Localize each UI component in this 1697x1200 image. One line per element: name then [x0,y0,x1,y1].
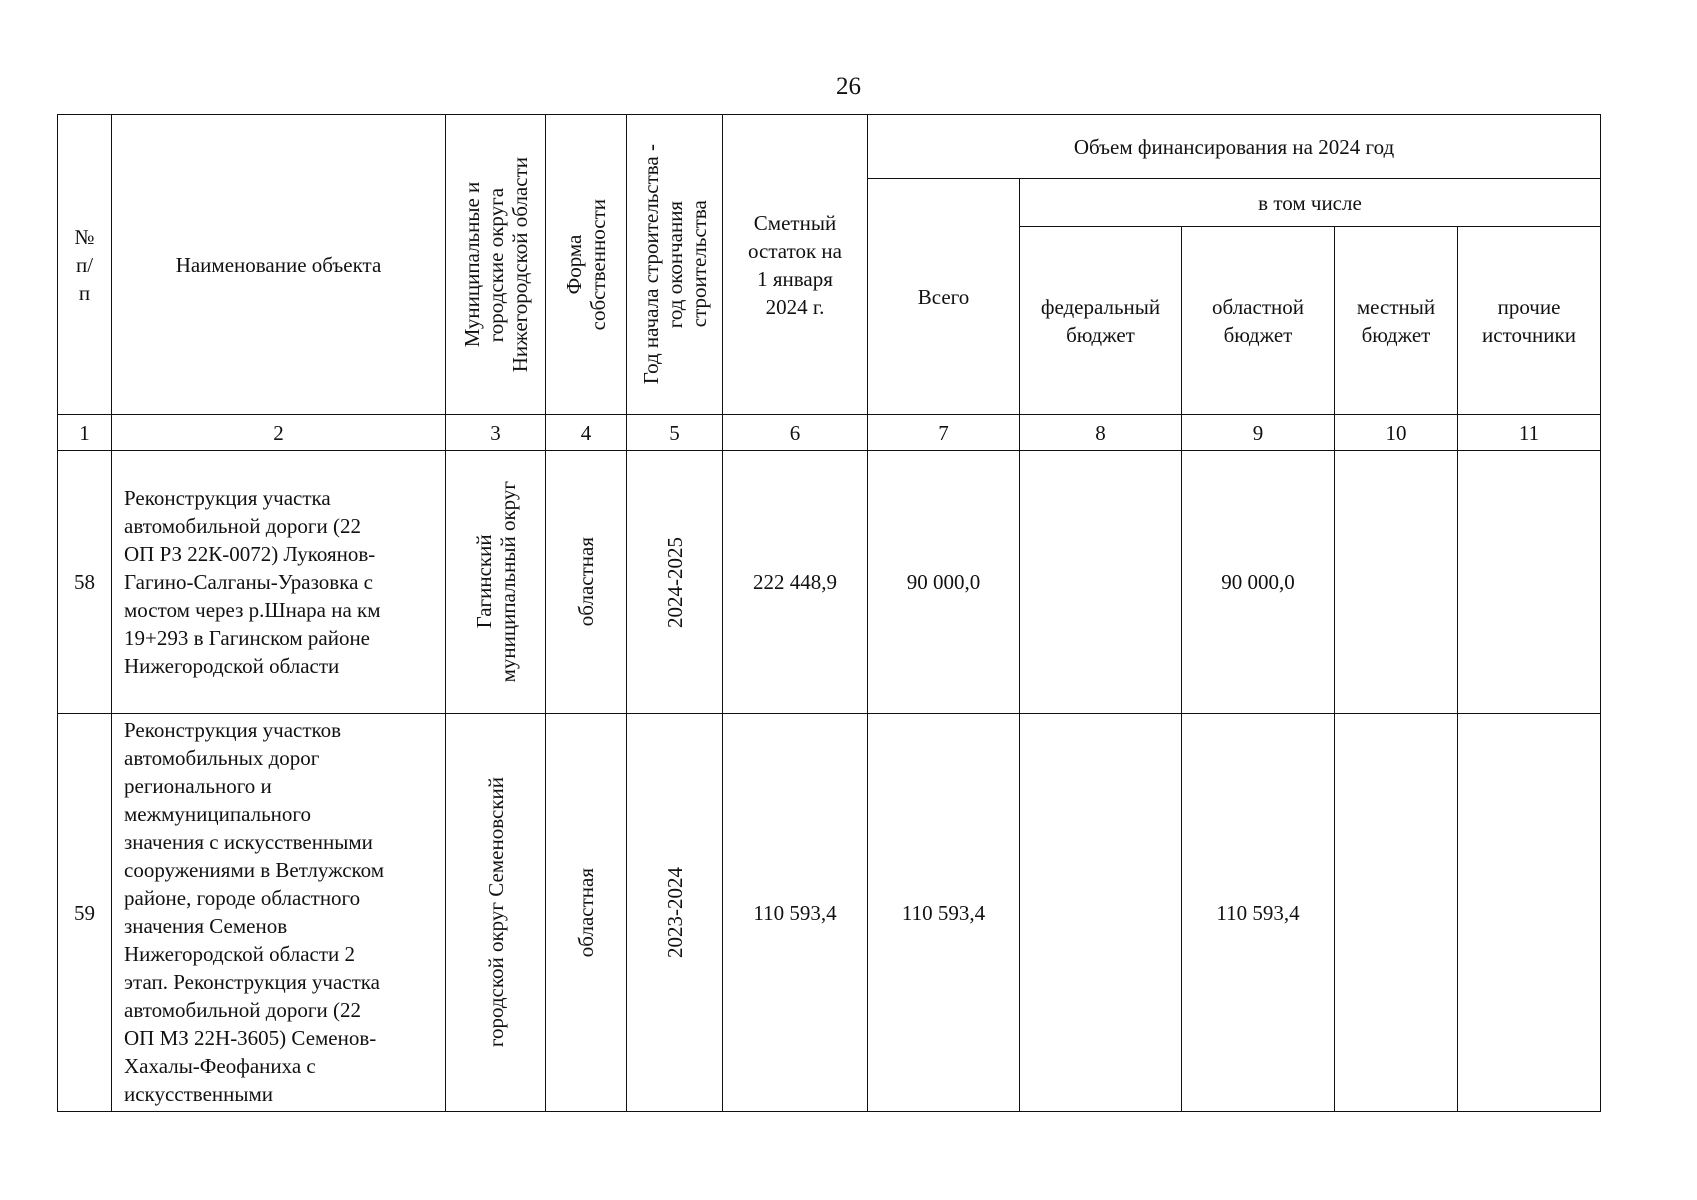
header-total: Всего [868,179,1020,415]
other-value [1458,451,1601,714]
local-value [1335,451,1458,714]
column-number: 7 [868,415,1020,451]
header-local: местный бюджет [1335,227,1458,415]
header-including: в том числе [1020,179,1601,227]
header-estimate: Сметный остаток на 1 января 2024 г. [723,115,868,415]
page-number: 26 [836,73,861,100]
years-text: 2024-2025 [662,536,687,628]
header-years-text: Год начала строительства - год окончания строительства [638,144,711,385]
ownership-cell [546,451,627,714]
municipal-cell [446,714,546,1112]
column-number: 6 [723,415,868,451]
table-row [58,451,1601,714]
other-value [1458,714,1601,1112]
object-name: Реконструкция участков автомобильных дорог регионального и межмуниципального значения с искусственными сооружениями в Ветлужском районе, городе областного значения Семенов Нижегородской области 2 этап. Реконструкция участка автомобильной дороги (22 ОП МЗ 22Н-3605) Семенов- Хахалы-Феофаниха с искусственными [112,714,446,1112]
header-federal: федеральный бюджет [1020,227,1182,415]
regional-value: 90 000,0 [1182,451,1335,714]
header-municipal [446,115,546,415]
row-num: 58 [58,451,112,714]
column-number: 9 [1182,415,1335,451]
column-number: 10 [1335,415,1458,451]
header-regional: областной бюджет [1182,227,1335,415]
header-ownership [546,115,627,415]
header-name: Наименование объекта [112,115,446,415]
column-number: 11 [1458,415,1601,451]
municipal-cell [446,451,546,714]
object-name: Реконструкция участка автомобильной дороги (22 ОП РЗ 22К-0072) Лукоянов- Гагино-Салганы-Уразовка с мостом через р.Шнара на км 19+293 в Гагинском районе Нижегородской области [112,451,446,714]
municipal-text: городской округ Семеновский [483,777,508,1048]
column-number: 4 [546,415,627,451]
total-value: 110 593,4 [868,714,1020,1112]
column-number: 2 [112,415,446,451]
column-number: 3 [446,415,546,451]
estimate-value: 110 593,4 [723,714,868,1112]
row-num: 59 [58,714,112,1112]
years-text: 2023-2024 [662,867,687,958]
regional-value: 110 593,4 [1182,714,1335,1112]
column-number: 1 [58,415,112,451]
header-municipal-text: Муниципальные и городские округа Нижегородской области [459,156,532,373]
column-number: 5 [627,415,723,451]
municipal-text: Гагинский муниципальный округ [471,481,520,683]
ownership-text: областная [574,867,598,958]
years-cell [627,714,723,1112]
header-funding: Объем финансирования на 2024 год [868,115,1601,179]
column-number: 8 [1020,415,1182,451]
years-cell [627,451,723,714]
federal-value [1020,451,1182,714]
header-years [627,115,723,415]
column-number-row [58,415,1601,451]
total-value: 90 000,0 [868,451,1020,714]
estimate-value: 222 448,9 [723,451,868,714]
federal-value [1020,714,1182,1112]
local-value [1335,714,1458,1112]
ownership-cell [546,714,627,1112]
table-row [58,714,1601,1112]
header-ownership-text: Форма собственности [562,198,610,331]
header-num: № п/ п [58,115,112,415]
financing-table [57,114,1601,1112]
ownership-text: областная [574,537,598,627]
header-other: прочие источники [1458,227,1601,415]
